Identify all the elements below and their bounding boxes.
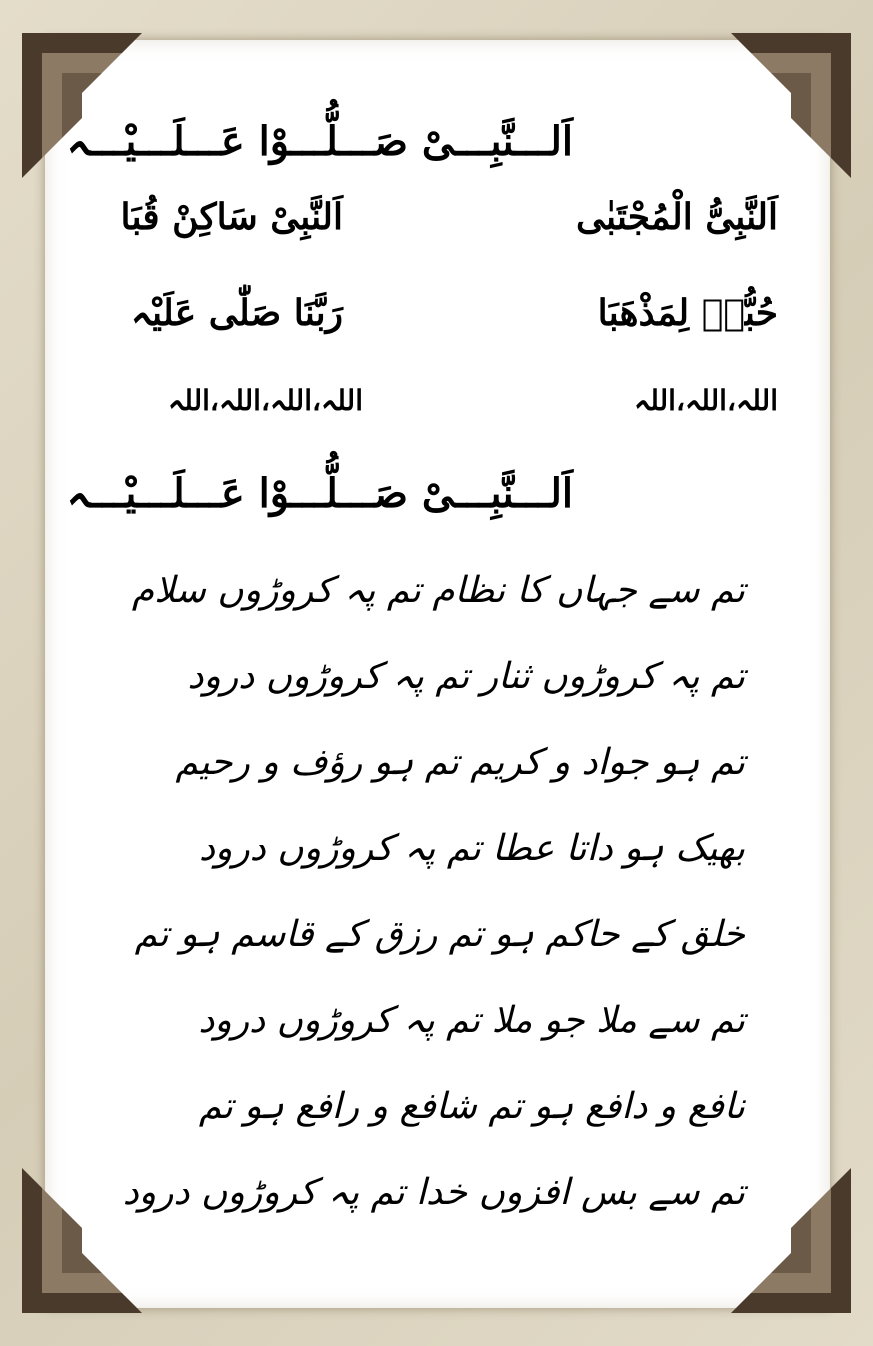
verse-1: تم سے جہاں کا نظام تم پہ کروڑوں سلام	[131, 570, 745, 611]
corner-ornament-bottom-right	[731, 1168, 851, 1313]
verse-5: خلق کے حاکم ہو تم رزق کے قاسم ہو تم	[134, 914, 745, 955]
corner-bracket-icon	[731, 1168, 851, 1313]
couplet-1-left: اَلنَّبِیْ سَاکِنْ قُبَا	[120, 196, 343, 238]
corner-ornament-top-right	[731, 33, 851, 178]
verse-8: تم سے بس افزوں خدا تم پہ کروڑوں درود	[122, 1172, 745, 1213]
verse-3: تم ہو جواد و کریم تم ہو رؤف و رحیم	[175, 742, 745, 783]
heading-salawat-1: اَلـــنَّبِـــیْ صَـــلُّـــوْا عَـــلَـــیْـــہ	[66, 118, 573, 165]
heading-salawat-2: اَلـــنَّبِـــیْ صَـــلُّـــوْا عَـــلَـــیْـــہ	[66, 470, 573, 517]
verse-2: تم پہ کروڑوں ثنار تم پہ کروڑوں درود	[187, 656, 745, 697]
verse-6: تم سے ملا جو ملا تم پہ کروڑوں درود	[198, 1000, 745, 1041]
couplet-2-left: رَبَّنَا صَلّٰی عَلَیْہ	[130, 292, 343, 334]
verse-7: نافع و دافع ہو تم شافع و رافع ہو تم	[198, 1086, 745, 1127]
corner-bracket-icon	[731, 33, 851, 178]
couplet-3-right: اللہ،اللہ،اللہ	[633, 384, 778, 417]
couplet-3-left: اللہ،اللہ،اللہ،اللہ	[167, 384, 363, 417]
couplet-1-right: اَلنَّبِیُّ الْمُجْتَبٰی	[576, 196, 778, 238]
couplet-2-right: حُبُّہٗ لِمَذْھَبَا	[597, 292, 778, 334]
verse-4: بھیک ہو داتا عطا تم پہ کروڑوں درود	[198, 828, 745, 869]
